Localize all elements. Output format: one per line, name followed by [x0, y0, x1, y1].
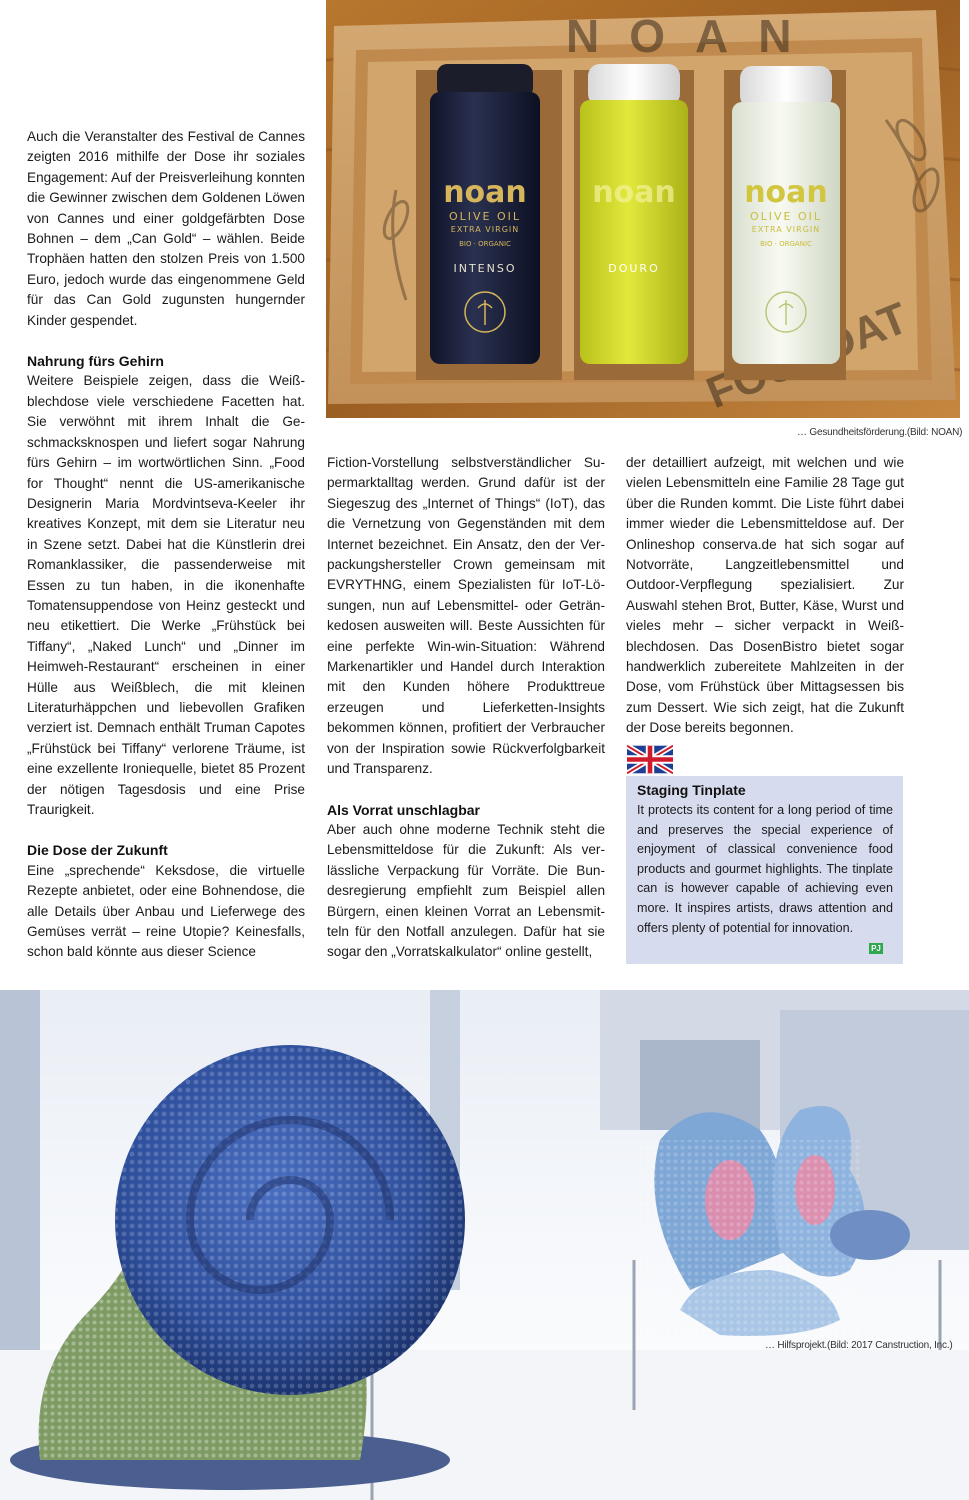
paragraph-internet-of-things: Fiction-Vorstellung selbstverständlicher Supermarktalltag werden. Grund dafür ist der Siegeszug des „Internet of Things“ (IoT), das die Vernetzung von Gegenständen mit dem Internet bezeichnet. Ein Ansatz, den der Verpackungshersteller Crown gemeinsam mit EVRYTHNG, einem Spezialisten für IoT-Lösungen, nun auf Lebensmittel- oder Getränkedosen ausweiten will. Beste Aussichten für eine perfekte Win-win-Situation: Während Markenartikler und Handel durch Interaktion mit den Kunden höhere Produkttreue erzeugen und Lieferketten-Insights bekommen können, profitiert der Verbraucher von der Inspiration sowie Rückverfolgbarkeit und Transparenz. [327, 455, 605, 777]
article-column-1 [27, 127, 305, 963]
uk-flag-icon [627, 745, 673, 774]
svg-text:DOURO: DOURO [608, 262, 660, 275]
olive-oil-box-illustration [326, 0, 960, 418]
photo-can-sculptures [0, 990, 969, 1500]
article-column-3 [626, 453, 904, 739]
svg-text:OLIVE OIL: OLIVE OIL [448, 210, 522, 223]
svg-text:BIO · ORGANIC: BIO · ORGANIC [459, 240, 511, 248]
svg-text:noan: noan [443, 175, 527, 210]
olive-oil-can-white [732, 66, 840, 364]
svg-text:noan: noan [744, 175, 828, 210]
svg-text:INTENSO: INTENSO [453, 262, 517, 275]
paragraph-vorrat: Aber auch ohne moderne Technik steht die Lebensmitteldose für die Zukunft: Als verlässliche Verpackung für Vorräte. Die Bundesregierung empfiehlt zum Beispiel allen Bürgern, einen kleinen Vorrat an Lebensmitteln für den Notfall anzulegen. Dafür hat sie sogar den „Vorratskalkulator“ online gestellt, [327, 821, 605, 960]
summary-text: It protects its content for a long period of time and preserves the special experience of enjoyment of classical convenience food products and gourmet highlights. The tinplate can is however capable of achieving even more. It inspires artists, draws attention and offers plenty of potential for innovation. [637, 803, 893, 935]
olive-oil-can-intenso [430, 64, 540, 364]
svg-text:EXTRA VIRGIN: EXTRA VIRGIN [751, 225, 821, 234]
box-brand-text: NOAN [566, 10, 822, 62]
svg-text:OLIVE OIL: OLIVE OIL [749, 210, 823, 223]
olive-oil-can-douro [580, 64, 688, 364]
author-badge: PJ [869, 943, 883, 954]
heading-nahrung-fuers-gehirn: Nahrung fürs Gehirn [27, 353, 164, 370]
article-column-2 [327, 453, 605, 963]
svg-text:BIO · ORGANIC: BIO · ORGANIC [760, 240, 812, 248]
svg-text:noan: noan [592, 175, 676, 210]
svg-text:EXTRA VIRGIN: EXTRA VIRGIN [450, 225, 520, 234]
heading-als-vorrat: Als Vorrat unschlagbar [327, 801, 481, 818]
paragraph-vorratskalkulator: der detailliert aufzeigt, mit welchen und wie vielen Lebensmitteln eine Familie 28 Tage gut über die Runden kommt. Die Liste führt dabei immer wieder die Lebensmitteldose auf. Der Onlineshop conserva.de hat sich sogar auf Notvorräte, Langzeitlebensmittel und Outdoor-Verpflegung spezialisiert. Zur Auswahl stehen Brot, Butter, Käse, Wurst und vieles mehr – sicher verpackt in Weißblechdosen. Das DosenBistro bietet sogar handwerklich zubereitete Mahlzeiten in der Dose, vom Frühstück über Mittagsessen bis zum Dessert. Wie sich zeigt, hat die Zukunft der Dose bereits begonnen. [626, 455, 904, 736]
paragraph-zukunft-start: Eine „sprechende“ Keksdose, die virtuelle Rezepte anbietet, oder eine Bohnendose, die alle Details über Anbau und Lieferwege des Gemüses verrät – reine Utopie? Keinesfalls, schon bald könnte aus dieser Science [27, 862, 305, 960]
summary-title: Staging Tinplate [637, 782, 746, 798]
caption-bottom-photo: … Hilfsprojekt.(Bild: 2017 Canstruction, Inc.) [765, 1340, 953, 1351]
photo-olive-oil-cans [326, 0, 960, 418]
paragraph-food-for-thought: Weitere Beispiele zeigen, dass die Weißblechdose viele verschiedene Facetten hat. Sie verwöhnt mit ihrem Inhalt die Geschmacksknospen und liefert sogar Nahrung fürs Gehirn – im wortwörtlichen Sinn. „Food for Thought“ nennt die US-amerikanische Designerin Maria Mordvintseva-Keeler ihr kreatives Konzept, mit dem sie Literatur neu in Szene setzt. Dabei hat die Künstlerin drei Romanklassiker, die passenderweise mit Essen zu tun haben, in die ikonenhafte Tomatensuppendose von Heinz gesteckt und neu etikettiert. Die Werke „Frühstück bei Tiffany“, „Naked Lunch“ und „Dinner im Heimweh-Restaurant“ erscheinen in einer Hülle aus Weißblech, die mit kleinen Literaturhäppchen und liebevollen Grafiken verziert ist. Demnach enthält Truman Capotes „Frühstück bei Tiffany“ verlorene Träume, ist eine exzellente Ironiequelle, bietet 85 Prozent der nötigen Tagesdosis und eine Prise Traurigkeit. [27, 373, 305, 817]
caption-top-photo: … Gesundheitsförderung.(Bild: NOAN) [797, 427, 963, 438]
can-sculptures-illustration [0, 990, 969, 1500]
butterfly-sculpture [640, 1106, 865, 1340]
english-summary-box [626, 776, 903, 964]
paragraph-cannes: Auch die Veranstalter des Festival de Cannes zeigten 2016 mithilfe der Dose ihr soziales Engagement: Auf der Preisverleihung konnten die Gewinner zwischen dem Goldenen Löwen von Cannes und einer goldgefärbten Dose Bohnen – dem „Can Gold“ – wählen. Beide Trophäen hatten den stolzen Preis von 1.500 Euro, jedoch wurde das eingenommene Geld für das Can Gold zugunsten hungernder Kinder gespendet. [27, 129, 305, 328]
heading-dose-der-zukunft: Die Dose der Zukunft [27, 842, 168, 859]
